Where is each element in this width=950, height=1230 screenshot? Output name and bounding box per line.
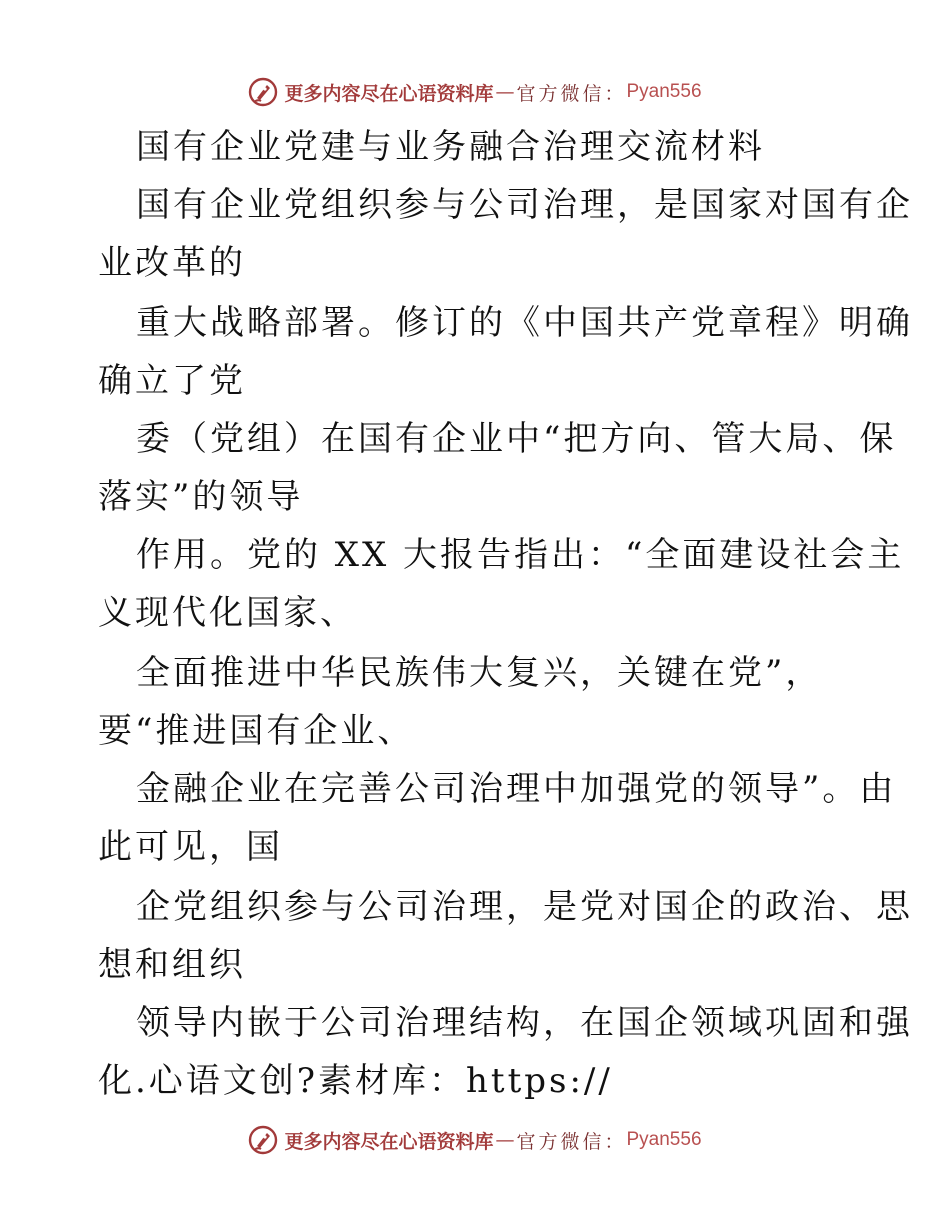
banner-brand-text: 更多内容尽在心语资料库 [284, 1130, 494, 1153]
paragraph-line: 国有企业党组织参与公司治理，是国家对国有企 [136, 185, 913, 225]
banner-dash: — [495, 81, 515, 103]
paragraph-line: 义现代化国家、 [98, 593, 357, 633]
header-banner [0, 72, 950, 112]
paragraph-line: 作用。党的 XX 大报告指出：“全面建设社会主 [136, 535, 905, 575]
paragraph-line: 化.心语文创?素材库：https:// [98, 1061, 613, 1101]
paragraph-line: 要“推进国有企业、 [98, 711, 415, 751]
pen-nib-circle-icon [248, 77, 278, 107]
banner-official-label: 官方微信： [516, 82, 627, 105]
banner-wechat-id: Pyan556 [626, 1129, 702, 1150]
paragraph-line: 领导内嵌于公司治理结构，在国企领域巩固和强 [136, 1003, 913, 1043]
paragraph-line: 委（党组）在国有企业中“把方向、管大局、保 [136, 419, 897, 459]
paragraph-line: 此可见，国 [98, 827, 283, 867]
paragraph-line: 确立了党 [98, 361, 246, 401]
banner-dash: — [495, 1129, 515, 1151]
footer-banner [0, 1120, 950, 1160]
paragraph-line: 业改革的 [98, 243, 246, 283]
banner-brand-text: 更多内容尽在心语资料库 [284, 82, 494, 105]
paragraph-line: 企党组织参与公司治理，是党对国企的政治、思 [136, 887, 913, 927]
paragraph-line: 金融企业在完善公司治理中加强党的领导”。由 [136, 769, 897, 809]
pen-nib-circle-icon [248, 1125, 278, 1155]
banner-wechat-id: Pyan556 [626, 81, 702, 102]
doc-title: 国有企业党建与业务融合治理交流材料 [136, 127, 765, 167]
paragraph-line: 落实”的领导 [98, 477, 304, 517]
paragraph-line: 重大战略部署。修订的《中国共产党章程》明确 [136, 303, 913, 343]
banner-official-label: 官方微信： [516, 1130, 627, 1153]
paragraph-line: 想和组织 [98, 945, 246, 985]
paragraph-line: 全面推进中华民族伟大复兴，关键在党”， [136, 653, 823, 693]
